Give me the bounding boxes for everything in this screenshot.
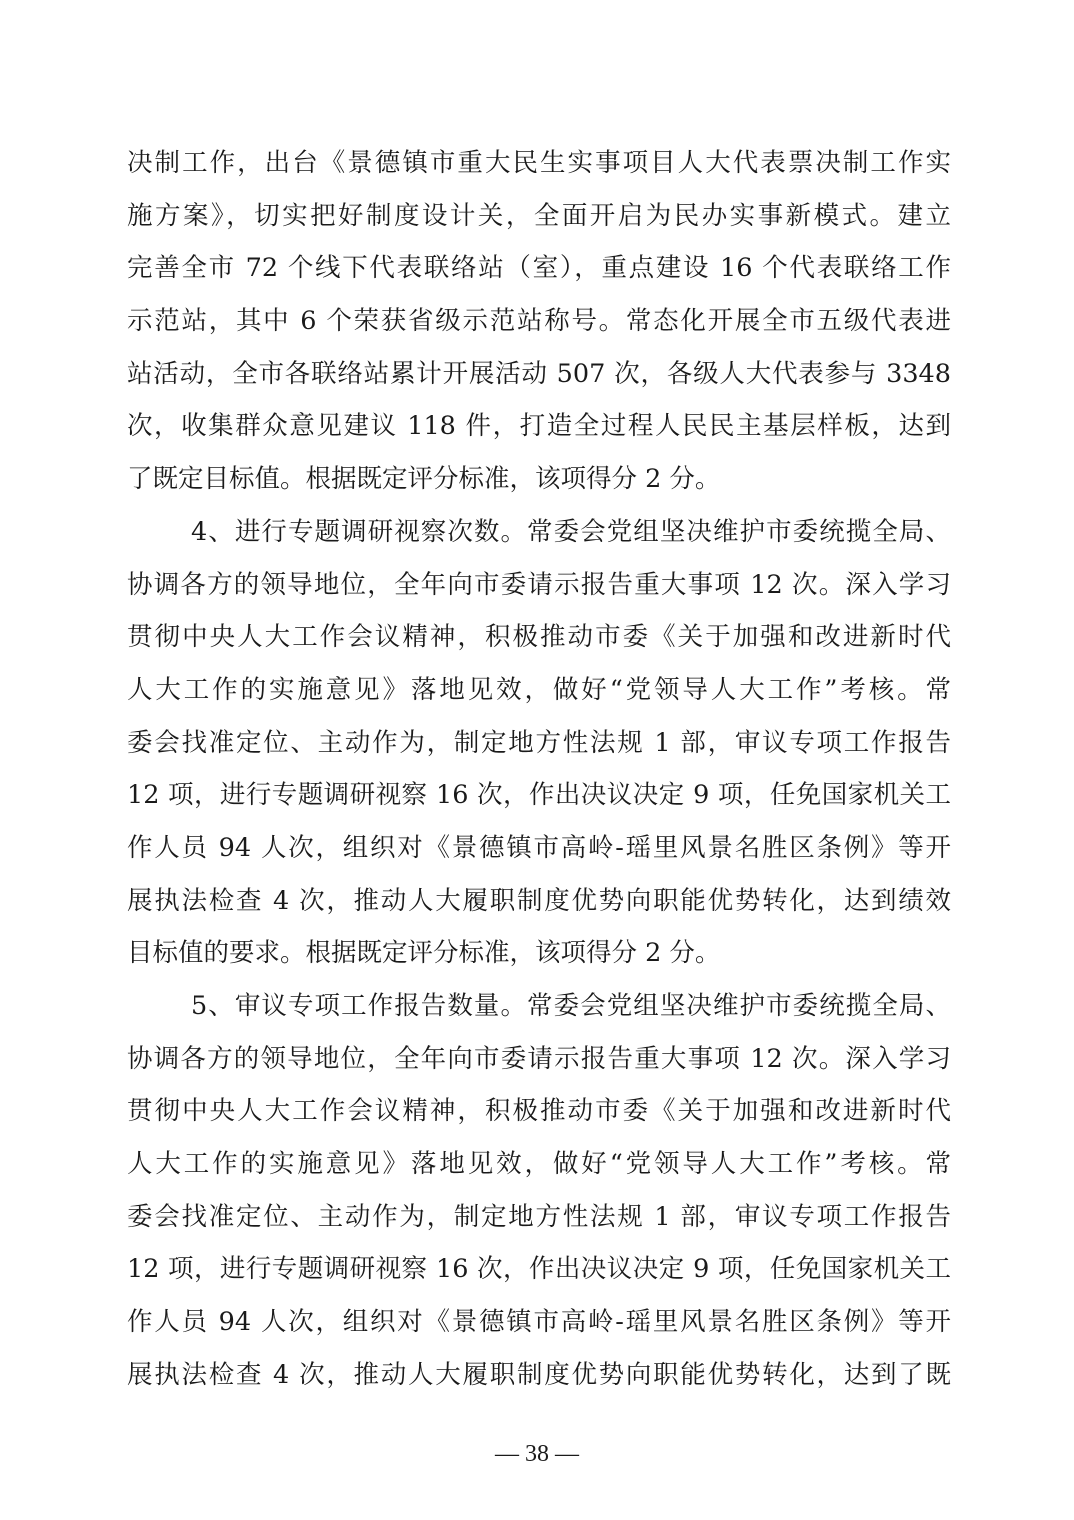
paragraph-2 [127, 506, 951, 980]
text-line: 示范站，其中 6 个荣获省级示范站称号。常态化开展全市五级代表进 [127, 306, 951, 337]
text-line: 12 项，进行专题调研视察 16 次，作出决议决定 9 项，任免国家机关工 [127, 780, 951, 811]
text-line: 人大工作的实施意见》落地见效，做好“党领导人大工作”考核。常 [127, 674, 951, 705]
text-line: 目标值的要求。根据既定评分标准，该项得分 2 分。 [127, 938, 721, 969]
text-line: 贯彻中央人大工作会议精神，积极推动市委《关于加强和改进新时代 [127, 622, 951, 653]
text-line: 12 项，进行专题调研视察 16 次，作出决议决定 9 项，任免国家机关工 [127, 1254, 951, 1285]
text-line: 完善全市 72 个线下代表联络站（室），重点建设 16 个代表联络工作 [127, 253, 951, 284]
text-line: 站活动，全市各联络站累计开展活动 507 次，各级人大代表参与 3348 [127, 358, 951, 389]
text-line: 4、进行专题调研视察次数。常委会党组坚决维护市委统揽全局、 [191, 516, 951, 547]
paragraph-3 [127, 980, 951, 1402]
text-line: 协调各方的领导地位，全年向市委请示报告重大事项 12 次。深入学习 [127, 569, 951, 600]
text-line: 了既定目标值。根据既定评分标准，该项得分 2 分。 [127, 464, 721, 495]
text-line: 作人员 94 人次，组织对《景德镇市高岭-瑶里风景名胜区条例》等开 [127, 832, 951, 863]
text-line: 贯彻中央人大工作会议精神，积极推动市委《关于加强和改进新时代 [127, 1096, 951, 1127]
text-line: 施方案》，切实把好制度设计关，全面开启为民办实事新模式。建立 [127, 200, 951, 231]
body-text [127, 137, 951, 1402]
text-line: 委会找准定位、主动作为，制定地方性法规 1 部，审议专项工作报告 [127, 1201, 951, 1232]
text-line: 次，收集群众意见建议 118 件，打造全过程人民民主基层样板，达到 [127, 411, 951, 442]
text-line: 5、审议专项工作报告数量。常委会党组坚决维护市委统揽全局、 [191, 991, 951, 1021]
paragraph-1 [127, 137, 951, 506]
text-line: 展执法检查 4 次，推动人大履职制度优势向职能优势转化，达到了既 [127, 1359, 951, 1390]
text-line: 人大工作的实施意见》落地见效，做好“党领导人大工作”考核。常 [127, 1149, 951, 1180]
text-line: 委会找准定位、主动作为，制定地方性法规 1 部，审议专项工作报告 [127, 727, 951, 758]
text-line: 作人员 94 人次，组织对《景德镇市高岭-瑶里风景名胜区条例》等开 [127, 1307, 951, 1338]
page-number: — 38 — [495, 1441, 579, 1467]
text-line: 协调各方的领导地位，全年向市委请示报告重大事项 12 次。深入学习 [127, 1043, 951, 1074]
text-line: 决制工作，出台《景德镇市重大民生实事项目人大代表票决制工作实 [127, 148, 951, 178]
text-line: 展执法检查 4 次，推动人大履职制度优势向职能优势转化，达到绩效 [127, 885, 951, 916]
